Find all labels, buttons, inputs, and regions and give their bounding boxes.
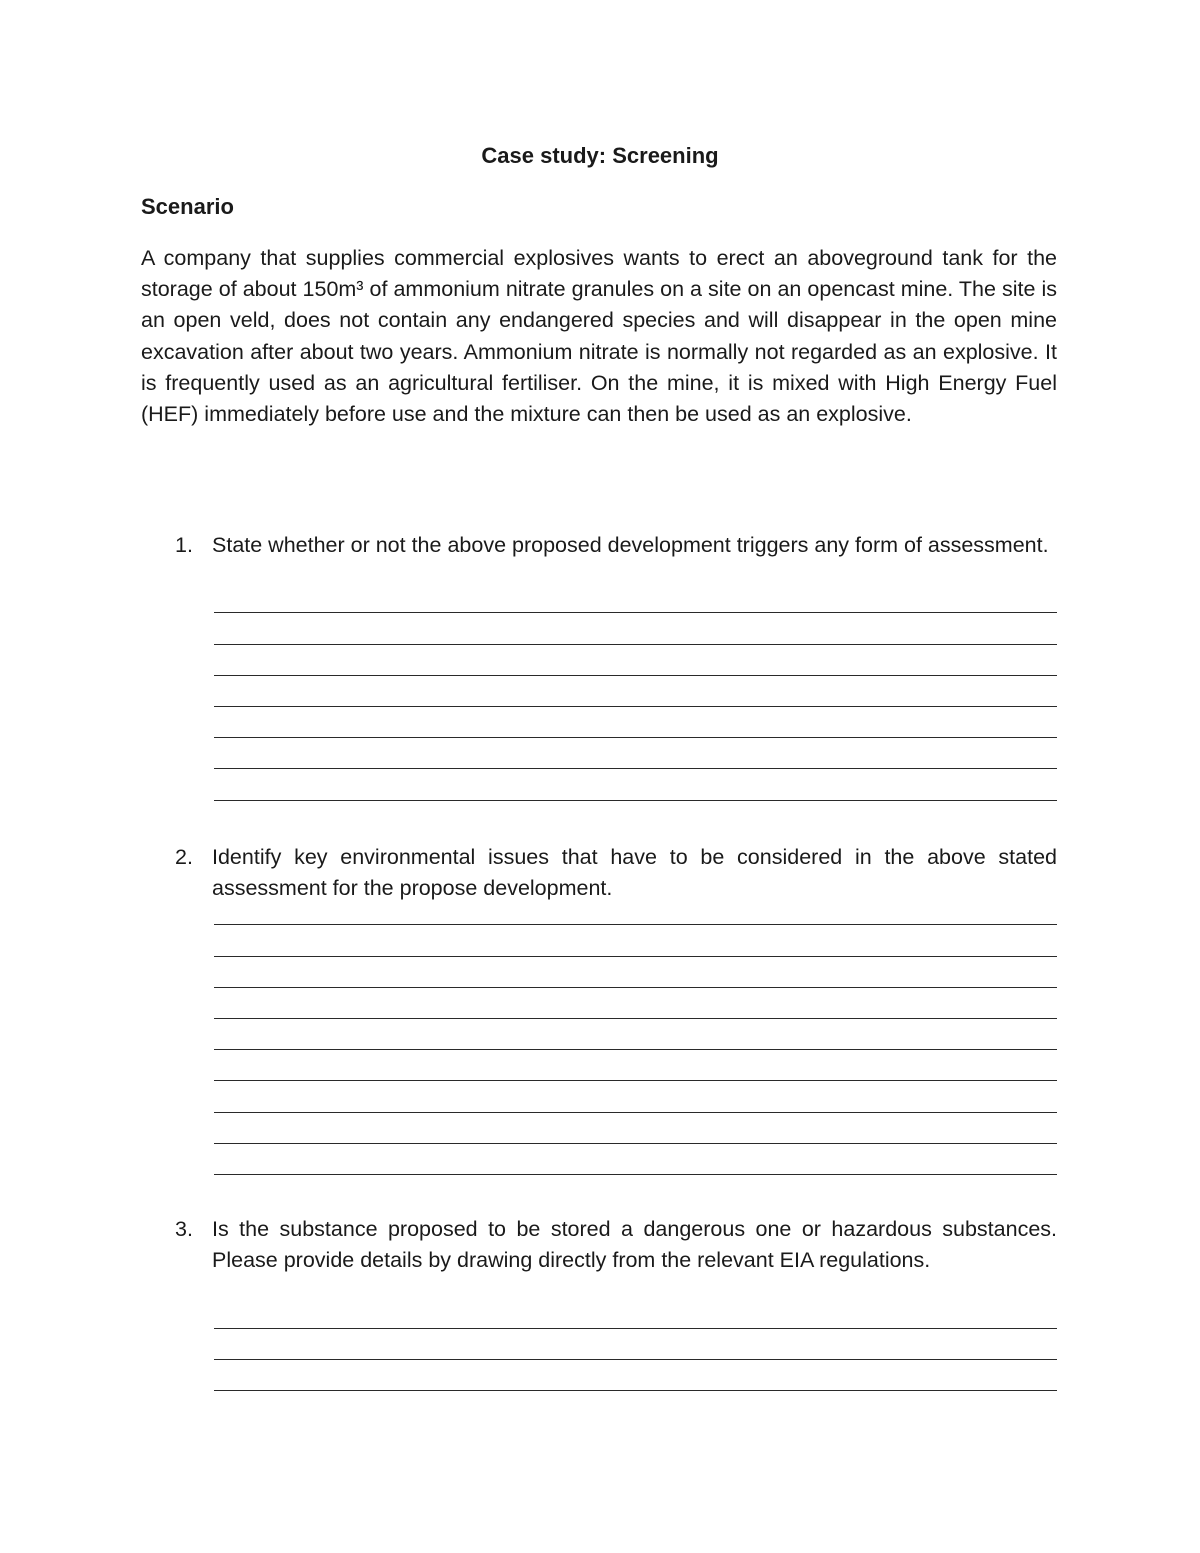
question-number: 3. [175, 1217, 193, 1241]
answer-line [212, 780, 1057, 811]
question-text: Is the substance proposed to be stored a dangerous one or hazardous substances. Please provide details by drawing directly from the relevant EIA regulations. [212, 1217, 1057, 1273]
answer-line [212, 1029, 1057, 1060]
scenario-heading: Scenario [141, 194, 234, 219]
answer-line [212, 1154, 1057, 1185]
answer-line [212, 1308, 1057, 1339]
question-number: 1. [175, 533, 193, 557]
answer-lines [212, 904, 1057, 1185]
answer-line [212, 655, 1057, 686]
answer-line [212, 1092, 1057, 1123]
question-text: Identify key environmental issues that have to be considered in the above stated assessment for the propose development. [212, 845, 1057, 901]
answer-line [212, 624, 1057, 655]
answer-lines [212, 1308, 1057, 1402]
scenario-paragraph: A company that supplies commercial explosives wants to erect an aboveground tank for the storage of about 150m³ of ammonium nitrate granules on a site on an opencast mine. The site is an open veld, does not contain any endangered species and will disappear in the open mine excavation after about two years. Ammonium nitrate is normally not regarded as an explosive. It is frequently used as an agricultural fertiliser. On the mine, it is mixed with High Energy Fuel (HEF) immediately before use and the mixture can then be used as an explosive. [141, 246, 1057, 427]
answer-line [212, 936, 1057, 967]
answer-lines [212, 592, 1057, 810]
question-number: 2. [175, 845, 193, 869]
answer-line [212, 998, 1057, 1029]
question-text: State whether or not the above proposed development triggers any form of assessment. [212, 533, 1049, 557]
answer-line [212, 1060, 1057, 1091]
answer-line [212, 967, 1057, 998]
page-title: Case study: Screening [481, 143, 719, 168]
answer-line [212, 1123, 1057, 1154]
answer-line [212, 717, 1057, 748]
answer-line [212, 904, 1057, 935]
answer-line [212, 1370, 1057, 1401]
answer-line [212, 1339, 1057, 1370]
answer-line [212, 686, 1057, 717]
answer-line [212, 592, 1057, 623]
answer-line [212, 748, 1057, 779]
